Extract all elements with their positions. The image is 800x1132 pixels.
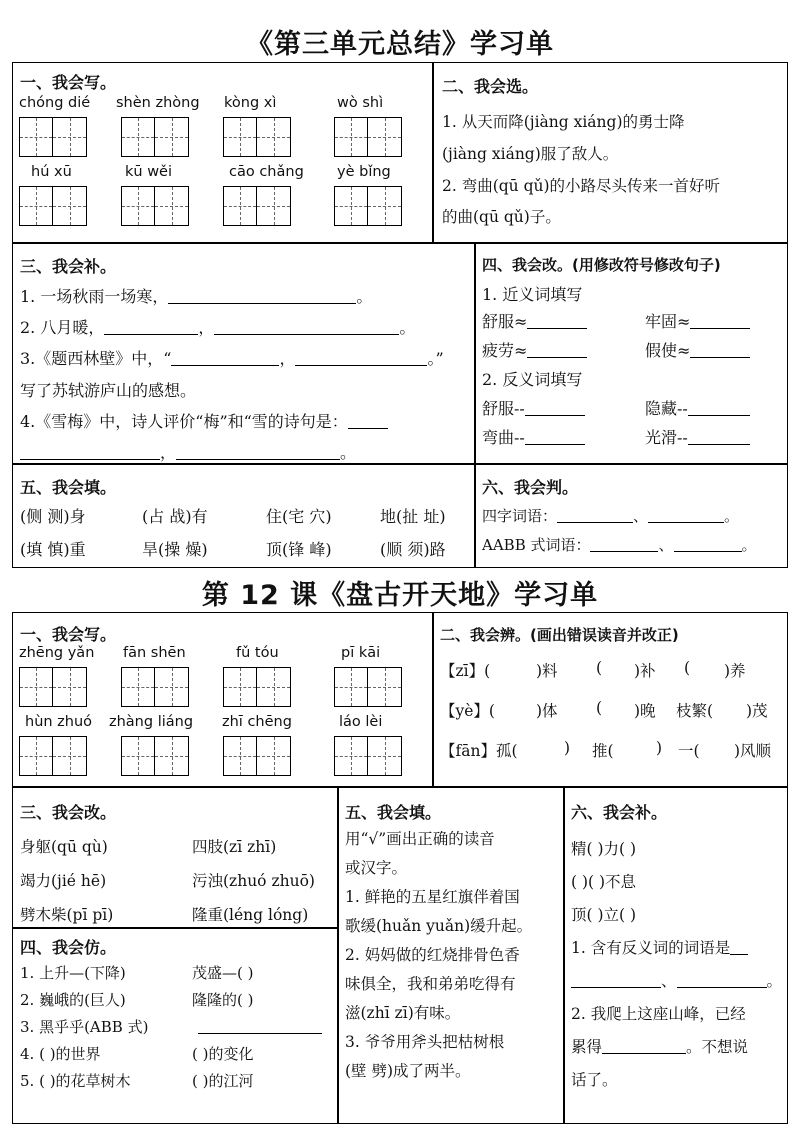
section-heading: 六、我会补。 bbox=[571, 803, 668, 822]
section-heading: 三、我会改。 bbox=[20, 803, 117, 822]
section-heading: 二、我会辨。(画出错误读音并改正) bbox=[440, 626, 679, 644]
answer-blank[interactable] bbox=[525, 397, 585, 416]
answer-blank[interactable] bbox=[602, 1036, 686, 1054]
writing-grid[interactable] bbox=[334, 186, 402, 226]
question-line: 的曲(qū qǔ)子。 bbox=[442, 208, 561, 227]
choice-item: (占 战)有 bbox=[142, 507, 208, 526]
worksheet-title-lesson12: 第 12 课《盘古开天地》学习单 bbox=[201, 580, 599, 611]
answer-blank[interactable] bbox=[571, 970, 661, 988]
writing-grid[interactable] bbox=[334, 736, 402, 776]
section-choose-correct: 五、我会填。 用“√”画出正确的读音 或汉字。 1. 鲜艳的五星红旗伴着国 歌缓(huǎn yuǎn)缓升起。 2. 妈妈做的红烧排骨色香 味俱全，我和弟弟吃得有 滋(zhī zī)有味。 3. 爷爷用斧头把枯树根 (壁 劈)成了两半。 bbox=[339, 788, 562, 1122]
writing-grid[interactable] bbox=[334, 667, 402, 707]
question-line: (jiàng xiáng)服了敌人。 bbox=[442, 144, 619, 163]
answer-blank[interactable] bbox=[527, 339, 587, 358]
answer-blank[interactable] bbox=[677, 970, 767, 988]
section-heading: 四、我会仿。 bbox=[20, 938, 117, 957]
section-imitate-words: 四、我会仿。 1. 上升—(下降) 茂盛—( ) 2. 巍峨的(巨人) 隆隆的( ) 3. 黑乎乎(ABB 式) 4. ( )的世界 ( )的变化 5. ( )的花草树木 ( )的江河 bbox=[14, 929, 336, 1122]
answer-blank[interactable] bbox=[525, 426, 585, 445]
writing-grid[interactable] bbox=[19, 117, 87, 157]
section-heading: 一、我会写。 bbox=[20, 625, 117, 644]
section-heading: 五、我会填。 bbox=[20, 478, 117, 497]
choice-item: (顺 须)路 bbox=[380, 540, 446, 559]
answer-blank[interactable] bbox=[198, 1016, 322, 1034]
answer-blank[interactable] bbox=[527, 310, 587, 329]
choice-item: 顶(锋 峰) bbox=[266, 540, 332, 559]
section-complete-idioms: 六、我会补。 精( )力( ) ( )( )不息 顶( )立( ) 1. 含有反义词的词语是 、 。 2. 我爬上这座山峰，已经 累得 。不想说 话了。 bbox=[565, 788, 786, 1122]
answer-blank[interactable] bbox=[590, 535, 658, 553]
section-identify-pronunciation: 二、我会辨。(画出错误读音并改正) 【zī】( )料 ( )补 ( )养 【yè】( )体 ( )晚 枝繁( )茂 【fān】孤( ) 推( ) 一( )风顺 bbox=[434, 614, 786, 784]
writing-grid[interactable] bbox=[334, 117, 402, 157]
question-line: 2. 弯曲(qū qǔ)的小路尽头传来一首好听 bbox=[442, 176, 721, 195]
section-correct-pronunciation: 三、我会改。 身躯(qū qù) 四肢(zī zhī) 竭力(jié hē) 污浊(zhuó zhuō) 劈木柴(pī pī) 隆重(léng lóng) bbox=[14, 788, 336, 926]
section-word-types: 六、我会判。 四字词语： 、 。 AABB 式词语： 、 。 bbox=[476, 465, 786, 566]
answer-blank[interactable] bbox=[557, 506, 633, 524]
answer-blank[interactable] bbox=[690, 339, 750, 358]
writing-grid[interactable] bbox=[121, 736, 189, 776]
section-heading: 四、我会改。(用修改符号修改句子) bbox=[482, 256, 721, 274]
section-heading: 一、我会写。 bbox=[20, 73, 117, 92]
answer-blank[interactable] bbox=[295, 348, 427, 367]
answer-blank[interactable] bbox=[690, 310, 750, 329]
writing-grid[interactable] bbox=[19, 736, 87, 776]
answer-blank[interactable] bbox=[171, 348, 279, 367]
answer-blank[interactable] bbox=[104, 317, 198, 336]
writing-grid[interactable] bbox=[223, 186, 291, 226]
choice-item: 旱(操 燥) bbox=[142, 540, 208, 559]
answer-blank[interactable] bbox=[348, 410, 388, 429]
writing-grid[interactable] bbox=[223, 117, 291, 157]
answer-blank[interactable] bbox=[730, 937, 748, 955]
writing-grid[interactable] bbox=[19, 186, 87, 226]
section-complete-poems: 三、我会补。 1. 一场秋雨一场寒， 。 2. 八月暖， ， 。 3.《题西林壁》中，“ ， 。” 写了苏轼游庐山的感想。 4.《雪梅》中，诗人评价“梅”和“雪的诗句是： ， 。 bbox=[14, 244, 472, 461]
section-heading: 六、我会判。 bbox=[482, 478, 579, 497]
section-synonyms-antonyms: 四、我会改。(用修改符号修改句子) 1. 近义词填写 舒服≈ 牢固≈ 疲劳≈ 假使≈ 2. 反义词填写 舒服-- 隐藏-- 弯曲-- 光滑-- bbox=[476, 244, 786, 461]
worksheet-title-unit3: 《第三单元总结》学习单 bbox=[246, 29, 554, 60]
writing-grid[interactable] bbox=[19, 667, 87, 707]
choice-item: (侧 测)身 bbox=[20, 507, 86, 526]
choice-item: 住(宅 穴) bbox=[266, 507, 332, 526]
choice-item: 地(扯 址) bbox=[380, 507, 446, 526]
section-heading: 三、我会补。 bbox=[20, 257, 117, 276]
answer-blank[interactable] bbox=[214, 317, 399, 336]
answer-blank[interactable] bbox=[20, 441, 160, 460]
answer-blank[interactable] bbox=[168, 285, 356, 304]
answer-blank[interactable] bbox=[674, 535, 742, 553]
answer-blank[interactable] bbox=[688, 426, 750, 445]
choice-item: (填 慎)重 bbox=[20, 540, 86, 559]
answer-blank[interactable] bbox=[688, 397, 750, 416]
section-choose-pronunciation bbox=[434, 64, 786, 240]
question-line: 1. 从天而降(jiàng xiáng)的勇士降 bbox=[442, 113, 685, 131]
section-heading: 二、我会选。 bbox=[442, 77, 539, 96]
answer-blank[interactable] bbox=[648, 506, 724, 524]
section-choose-characters bbox=[14, 465, 472, 566]
writing-grid[interactable] bbox=[121, 667, 189, 707]
writing-grid[interactable] bbox=[223, 667, 291, 707]
writing-grid[interactable] bbox=[121, 117, 189, 157]
answer-blank[interactable] bbox=[176, 441, 340, 460]
section-heading: 五、我会填。 bbox=[345, 803, 442, 822]
writing-grid[interactable] bbox=[223, 736, 291, 776]
writing-grid[interactable] bbox=[121, 186, 189, 226]
